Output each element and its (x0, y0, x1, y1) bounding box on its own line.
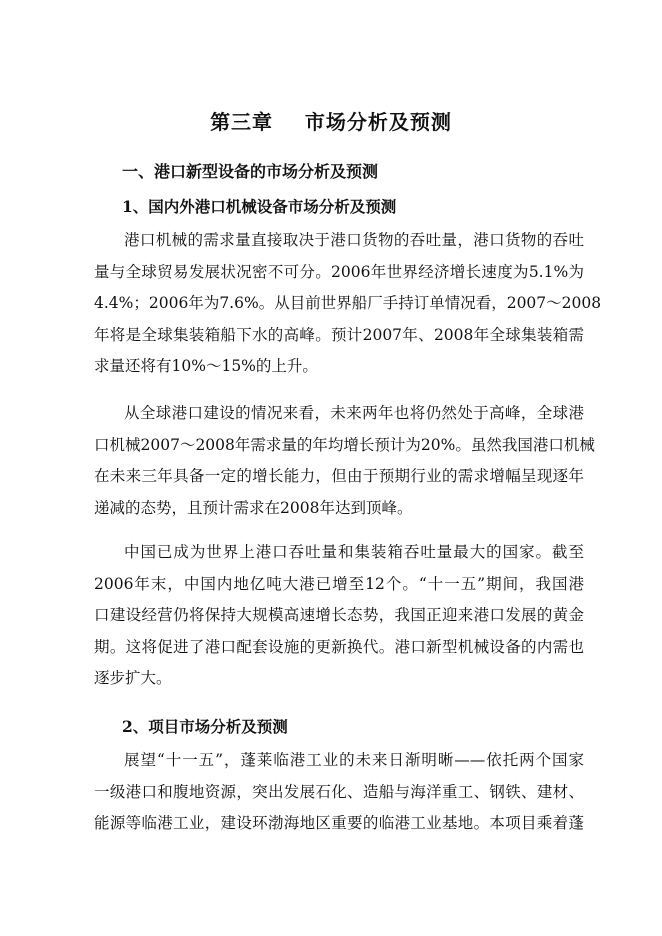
paragraph-line: 年将是全球集装箱船下水的高峰。预计2007年、2008年全球集装箱需 (94, 325, 584, 344)
paragraph-line: 一级港口和腹地资源，突出发展石化、造船与海洋重工、钢铁、建材、 (94, 782, 584, 801)
paragraph-line: 口建设经营仍将保持大规模高速增长态势，我国正迎来港口发展的黄金 (94, 606, 584, 624)
paragraph-line: 能源等临港工业，建设环渤海地区重要的临港工业基地。本项目乘着蓬 (94, 814, 584, 832)
paragraph-line: 口机械2007～2008年需求量的年均增长预计为20%。虽然我国港口机械 (94, 435, 595, 454)
paragraph-line: 港口机械的需求量直接取决于港口货物的吞吐量，港口货物的吞吐 (124, 231, 584, 249)
paragraph-line: 递减的态势，且预计需求在2008年达到顶峰。 (94, 498, 413, 517)
paragraph-line: 期。这将促进了港口配套设施的更新换代。港口新型机械设备的内需也 (94, 637, 584, 656)
section-heading: 一、港口新型设备的市场分析及预测 (122, 162, 379, 181)
subsection-heading-2: 2、项目市场分析及预测 (122, 717, 288, 736)
paragraph-line: 从全球港口建设的情况来看，未来两年也将仍然处于高峰，全球港 (124, 404, 584, 422)
paragraph-line: 展望“十一五”，蓬莱临港工业的未来日渐明晰——依托两个国家 (124, 751, 584, 769)
chapter-title: 第三章 市场分析及预测 (210, 110, 452, 134)
paragraph-3 (94, 537, 584, 695)
paragraph-2 (94, 398, 595, 524)
paragraph-1 (94, 225, 602, 383)
paragraph-line: 中国已成为世界上港口吞吐量和集装箱吞吐量最大的国家。截至 (124, 543, 584, 561)
paragraph-line: 求量还将有10%～15%的上升。 (94, 357, 318, 375)
paragraph-line: 逐步扩大。 (94, 669, 172, 687)
paragraph-line: 4.4%；2006年为7.6%。从目前世界船厂手持订单情况看，2007～2008 (94, 294, 602, 312)
subsection-heading-1: 1、国内外港口机械设备市场分析及预测 (122, 197, 397, 216)
paragraph-line: 在未来三年具备一定的增长能力，但由于预期行业的需求增幅呈现逐年 (94, 467, 584, 485)
paragraph-line: 2006年末，中国内地亿吨大港已增至12个。“十一五”期间，我国港 (94, 574, 584, 593)
paragraph-4 (94, 745, 584, 840)
paragraph-line: 量与全球贸易发展状况密不可分。2006年世界经济增长速度为5.1%为 (94, 262, 584, 281)
